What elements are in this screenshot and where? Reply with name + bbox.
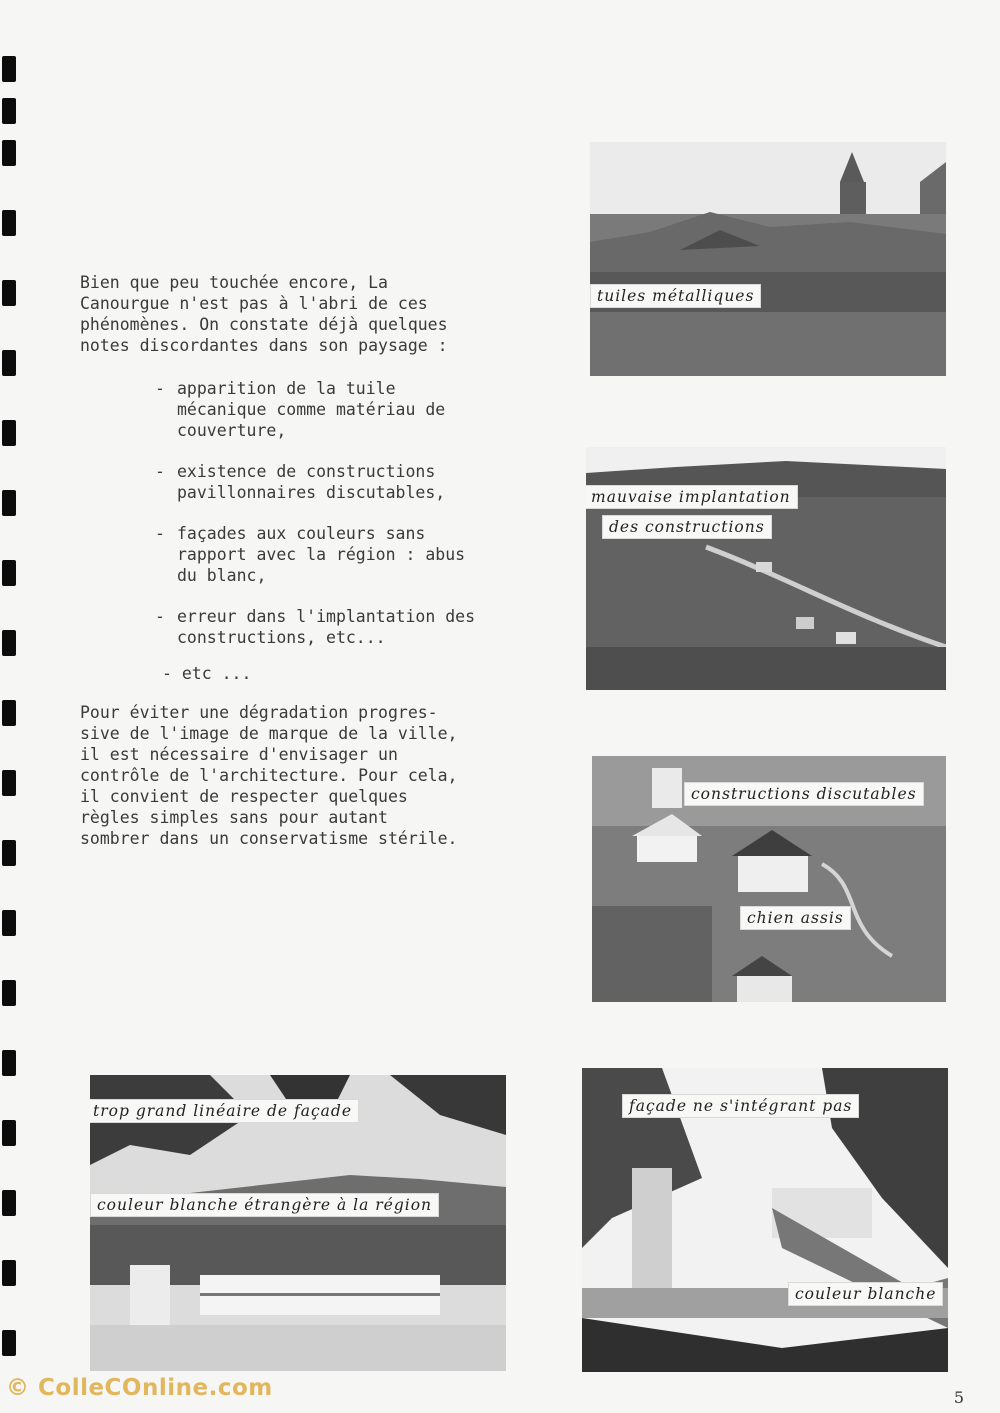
- binding-ring: [2, 280, 16, 306]
- binding-ring: [2, 700, 16, 726]
- photo-caption: couleur blanche: [788, 1282, 943, 1306]
- binding-ring: [2, 350, 16, 376]
- binding-ring: [2, 560, 16, 586]
- photo-long-building: [90, 1075, 506, 1371]
- photo-houses-chien-assis: [592, 756, 946, 1002]
- intro-line: Bien que peu touchée encore, La: [80, 273, 388, 292]
- list-item-text: façades aux couleurs sans rapport avec la région : abus du blanc,: [177, 524, 466, 585]
- intro-line: phénomènes. On constate déjà quelques: [80, 315, 448, 334]
- outro-line: contrôle de l'architecture. Pour cela,: [80, 766, 458, 785]
- list-marker: -: [155, 524, 165, 543]
- intro-paragraph: [80, 272, 500, 356]
- photo-village-roofs-image: [590, 142, 946, 376]
- photo-caption: couleur blanche étrangère à la région: [90, 1193, 439, 1217]
- photo-village-roofs: [590, 142, 946, 376]
- photo-caption: mauvaise implantation: [586, 485, 798, 509]
- intro-line: notes discordantes dans son paysage :: [80, 336, 448, 355]
- binding-ring: [2, 770, 16, 796]
- outro-line: Pour éviter une dégradation progres-: [80, 703, 438, 722]
- etc-line: - etc ...: [162, 664, 252, 683]
- list-item: [155, 378, 485, 441]
- conclusion-paragraph: [80, 702, 500, 849]
- intro-line: Canourgue n'est pas à l'abri de ces: [80, 294, 428, 313]
- problem-list: [155, 378, 485, 668]
- binding-ring: [2, 1260, 16, 1286]
- outro-line: règles simples sans pour autant: [80, 808, 388, 827]
- binding-ring: [2, 490, 16, 516]
- list-marker: -: [155, 607, 165, 626]
- list-item-text: existence de constructions pavillonnaires discutables,: [177, 462, 446, 502]
- outro-line: il est nécessaire d'envisager un: [80, 745, 398, 764]
- list-marker: -: [155, 462, 165, 481]
- photo-caption: des constructions: [602, 515, 772, 539]
- list-item-text: erreur dans l'implantation des constructions, etc...: [177, 607, 476, 647]
- binding-ring: [2, 1120, 16, 1146]
- photo-caption: tuiles métalliques: [590, 284, 761, 308]
- list-item: [155, 461, 485, 503]
- photo-caption: trop grand linéaire de façade: [90, 1099, 359, 1123]
- photo-caption: constructions discutables: [684, 782, 924, 806]
- binding-ring: [2, 1050, 16, 1076]
- photo-caption: chien assis: [740, 906, 851, 930]
- binding-ring: [2, 840, 16, 866]
- list-item: [155, 606, 485, 648]
- spiral-binding: [0, 0, 26, 1413]
- list-item-text: apparition de la tuile mécanique comme matériau de couverture,: [177, 379, 446, 440]
- binding-ring: [2, 1190, 16, 1216]
- binding-ring: [2, 420, 16, 446]
- photo-caption: façade ne s'intégrant pas: [622, 1094, 859, 1118]
- binding-ring: [2, 980, 16, 1006]
- photo-valley-implantation: [586, 447, 946, 690]
- outro-line: sombrer dans un conservatisme stérile.: [80, 829, 458, 848]
- binding-ring: [2, 140, 16, 166]
- photo-facade: [582, 1068, 948, 1372]
- page-number: 5: [953, 1388, 964, 1407]
- list-marker: -: [155, 379, 165, 398]
- list-item: [155, 523, 485, 586]
- watermark: © ColleCOnline.com: [6, 1375, 273, 1401]
- binding-ring: [2, 630, 16, 656]
- outro-line: il convient de respecter quelques: [80, 787, 408, 806]
- binding-ring: [2, 910, 16, 936]
- binding-ring: [2, 210, 16, 236]
- outro-line: sive de l'image de marque de la ville,: [80, 724, 458, 743]
- binding-ring: [2, 1330, 16, 1356]
- binding-ring: [2, 98, 16, 124]
- binding-ring: [2, 56, 16, 82]
- photo-valley-implantation-image: [586, 447, 946, 690]
